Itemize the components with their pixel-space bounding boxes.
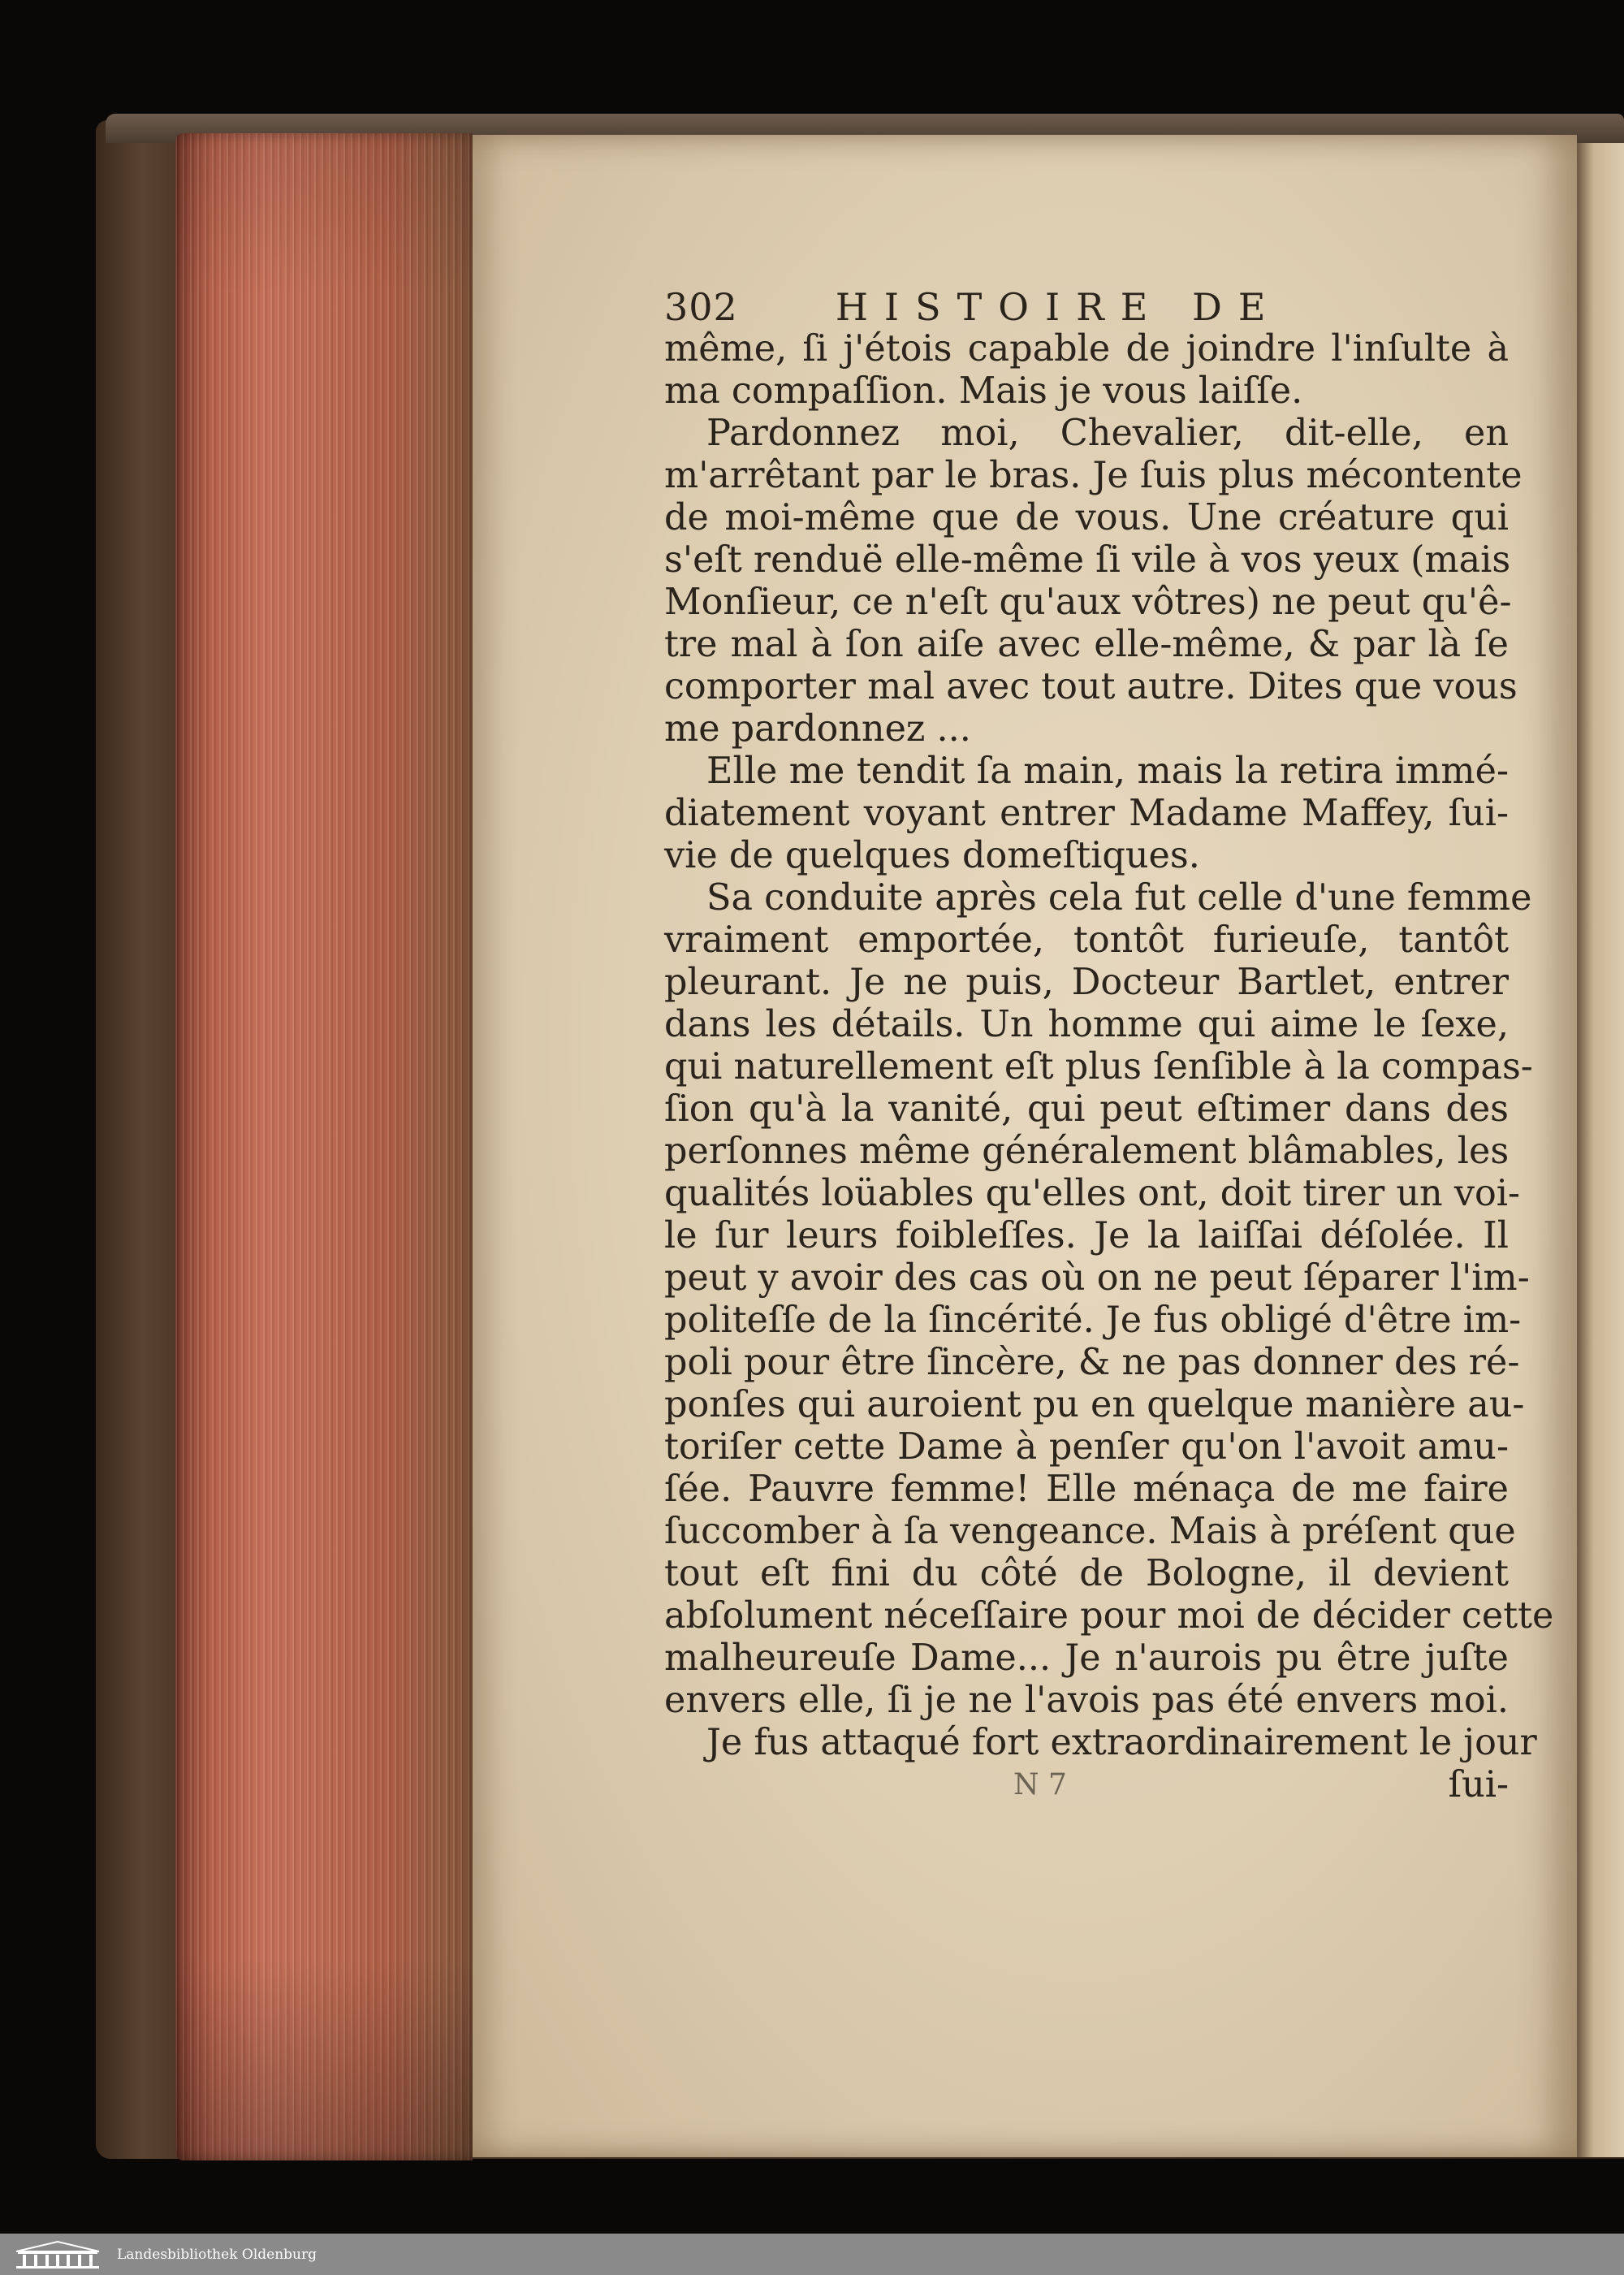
text-line: tre mal à ſon aiſe avec elle-même, & par là ſe <box>664 624 1509 665</box>
text-line: Monſieur, ce n'eſt qu'aux vôtres) ne peut qu'ê- <box>664 582 1512 623</box>
text-line: malheureuſe Dame... Je n'aurois pu être juſte <box>664 1637 1509 1679</box>
text-line: poli pour être ſincère, & ne pas donner des ré- <box>664 1342 1520 1383</box>
text-line: me pardonnez ... <box>664 708 971 750</box>
text-line: le ſur leurs foibleſſes. Je la laiſſai déſolée. Il <box>664 1215 1509 1256</box>
text-line: Je fus attaqué fort extraordinairement le jour <box>706 1722 1537 1763</box>
running-head: HISTOIRE DE <box>835 285 1282 329</box>
text-line: m'arrêtant par le bras. Je ſuis plus mécontente <box>664 455 1522 496</box>
text-line: s'eſt renduë elle-même ſi vile à vos yeux (mais <box>664 539 1511 581</box>
text-line: comporter mal avec tout autre. Dites que vous <box>664 666 1518 707</box>
text-line: ma compaſſion. Mais je vous laiſſe. <box>664 370 1303 412</box>
text-line: envers elle, ſi je ne l'avois pas été envers moi. <box>664 1680 1509 1721</box>
library-building-icon <box>10 2238 106 2271</box>
signature-mark: N 7 <box>1013 1768 1067 1801</box>
text-line: même, ſi j'étois capable de joindre l'inſulte à <box>664 328 1509 370</box>
page-fore-edge-shade <box>175 133 473 2160</box>
catchword: ſui- <box>1448 1764 1509 1806</box>
text-line: Sa conduite après cela fut celle d'une femme <box>706 877 1532 919</box>
text-line: ſuccomber à ſa vengeance. Mais à préſent que <box>664 1511 1516 1552</box>
text-line: ponſes qui auroient pu en quelque manière au- <box>664 1384 1525 1425</box>
text-line: tout eſt fini du côté de Bologne, il devient <box>664 1553 1509 1594</box>
text-line: Pardonnez moi, Chevalier, dit-elle, en <box>706 413 1509 454</box>
page-footer <box>664 1764 1509 1806</box>
text-line: perſonnes même généralement blâmables, les <box>664 1131 1510 1172</box>
page-number: 302 <box>664 285 738 329</box>
library-footer-bar <box>0 2234 1624 2275</box>
facing-page-edge <box>1577 143 1624 2157</box>
page-header <box>664 286 1509 328</box>
text-line: Elle me tendit ſa main, mais la retira immé- <box>706 750 1509 792</box>
text-line: politeſſe de la ſincérité. Je fus obligé d'être im- <box>664 1300 1522 1341</box>
text-line: vraiment emportée, tontôt furieuſe, tantôt <box>664 919 1509 961</box>
library-name: Landesbibliothek Oldenburg <box>117 2246 317 2263</box>
text-line: dans les détails. Un homme qui aime le ſexe, <box>664 1004 1509 1045</box>
text-line: vie de quelques domeſtiques. <box>664 835 1200 876</box>
text-line: qui naturellement eſt plus ſenſible à la compas- <box>664 1046 1533 1088</box>
text-line: peut y avoir des cas où on ne peut ſéparer l'im- <box>664 1257 1530 1299</box>
page-text-block <box>664 285 1554 1806</box>
text-line: abſolument néceſſaire pour moi de décider cette <box>664 1595 1554 1637</box>
text-line: pleurant. Je ne puis, Docteur Bartlet, entrer <box>664 962 1509 1003</box>
text-line: diatement voyant entrer Madame Maffey, ſui- <box>664 793 1509 834</box>
text-line: toriſer cette Dame à penſer qu'on l'avoit amu- <box>664 1426 1509 1468</box>
text-line: ſion qu'à la vanité, qui peut eſtimer dans des <box>664 1088 1509 1130</box>
text-line: qualités loüables qu'elles ont, doit tirer un voi- <box>664 1173 1521 1214</box>
text-line: de moi-même que de vous. Une créature qui <box>664 497 1509 538</box>
text-line: ſée. Pauvre femme! Elle ménaça de me faire <box>664 1468 1509 1510</box>
